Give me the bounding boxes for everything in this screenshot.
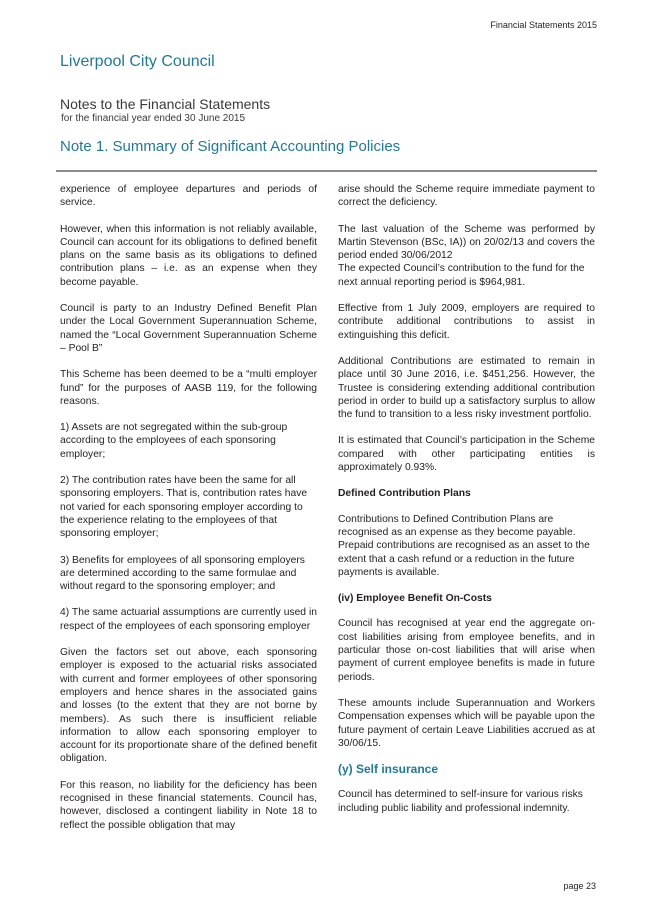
subheading-on-costs: (iv) Employee Benefit On-Costs [338, 593, 492, 605]
header-divider [56, 170, 597, 172]
paragraph: For this reason, no liability for the deficiency has been recognised in these financial statements. Council has, however, disclosed a contingent liability in Note 18 to reflect the possible obligation that may [60, 779, 317, 831]
paragraph: Council has recognised at year end the aggregate on-cost liabilities arising from employee benefits, and in particular those on-cost liabilities that will arise when payment of current employee benefits is made in future periods. [338, 618, 595, 683]
left-column [60, 183, 317, 845]
paragraph: The last valuation of the Scheme was performed by Martin Stevenson (BSc, IA)) on 20/02/13 and covers the period ended 30/06/2012 [338, 223, 595, 262]
note-title: Note 1. Summary of Significant Accounting Policies [60, 138, 401, 155]
paragraph: This Scheme has been deemed to be a “multi employer fund” for the purposes of AASB 119, for the following reasons. [60, 369, 317, 407]
list-item: 2) The contribution rates have been the same for all sponsoring employers. That is, contribution rates have not varied for each sponsoring employer according to the experience relating to the employees of that sponsoring employer; [60, 475, 308, 540]
paragraph: However, when this information is not reliably available, Council can account for its obligations to defined benefit plans on the same basis as its obligations to defined contribution plans – i.e. as an expense when they become payable. [60, 223, 317, 288]
paragraph: Additional Contributions are estimated to remain in place until 30 June 2016, i.e. $451,256. However, the Trustee is considering extending additional contribution period in order to build up a satisfactory surplus to allow the fund to transition to a less risky investment portfolio. [338, 355, 595, 421]
subheading-self-insurance: (y) Self insurance [338, 762, 439, 777]
section-title: Notes to the Financial Statements [60, 96, 271, 112]
paragraph: Given the factors set out above, each sponsoring employer is exposed to the actuarial risks associated with current and former employees of other sponsoring employers and hence shares in the associated gains and losses (to the extent that they are not borne by members). As such there is insufficient reliable information to allow each sponsoring employer to account for its proportionate share of the defined benefit obligation. [60, 647, 317, 765]
list-item: 4) The same actuarial assumptions are currently used in respect of the employees of each sponsoring employer [60, 607, 317, 632]
running-header: Financial Statements 2015 [490, 20, 597, 30]
paragraph: Contributions to Defined Contribution Plans are recognised as an expense as they become payable. Prepaid contributions are recognised as an asset to the extent that a cash refund or a reduction in the future payments is available. [338, 513, 590, 578]
org-title: Liverpool City Council [60, 53, 215, 70]
paragraph: These amounts include Superannuation and Workers Compensation expenses which will be payable upon the future payment of certain Leave Liabilities accrued as at 30/06/15. [338, 697, 595, 749]
paragraph: arise should the Scheme require immediate payment to correct the deficiency. [338, 184, 595, 209]
paragraph: The expected Council’s contribution to the fund for the next annual reporting period is $964,981. [338, 263, 585, 288]
right-column [338, 183, 595, 828]
paragraph: Effective from 1 July 2009, employers are required to contribute additional contributions to assist in extinguishing this deficit. [338, 303, 595, 341]
subheading-defined-contribution: Defined Contribution Plans [338, 488, 471, 500]
list-item: 3) Benefits for employees of all sponsoring employers are determined according to the same formulae and without regard to the sponsoring employer; and [60, 554, 305, 593]
page-number: page 23 [563, 881, 596, 891]
paragraph: It is estimated that Council’s participation in the Scheme compared with other participating entities is approximately 0.93%. [338, 435, 595, 474]
paragraph: experience of employee departures and periods of service. [60, 184, 317, 209]
list-item: 1) Assets are not segregated within the sub-group according to the employees of each sponsoring employer; [60, 422, 288, 460]
paragraph: Council has determined to self-insure for various risks including public liability and professional indemnity. [338, 789, 583, 814]
section-subtitle: for the financial year ended 30 June 2015 [61, 113, 246, 124]
paragraph: Council is party to an Industry Defined Benefit Plan under the Local Government Superannuation Scheme, named the “Local Government Superannuation Scheme – Pool B” [60, 303, 317, 354]
